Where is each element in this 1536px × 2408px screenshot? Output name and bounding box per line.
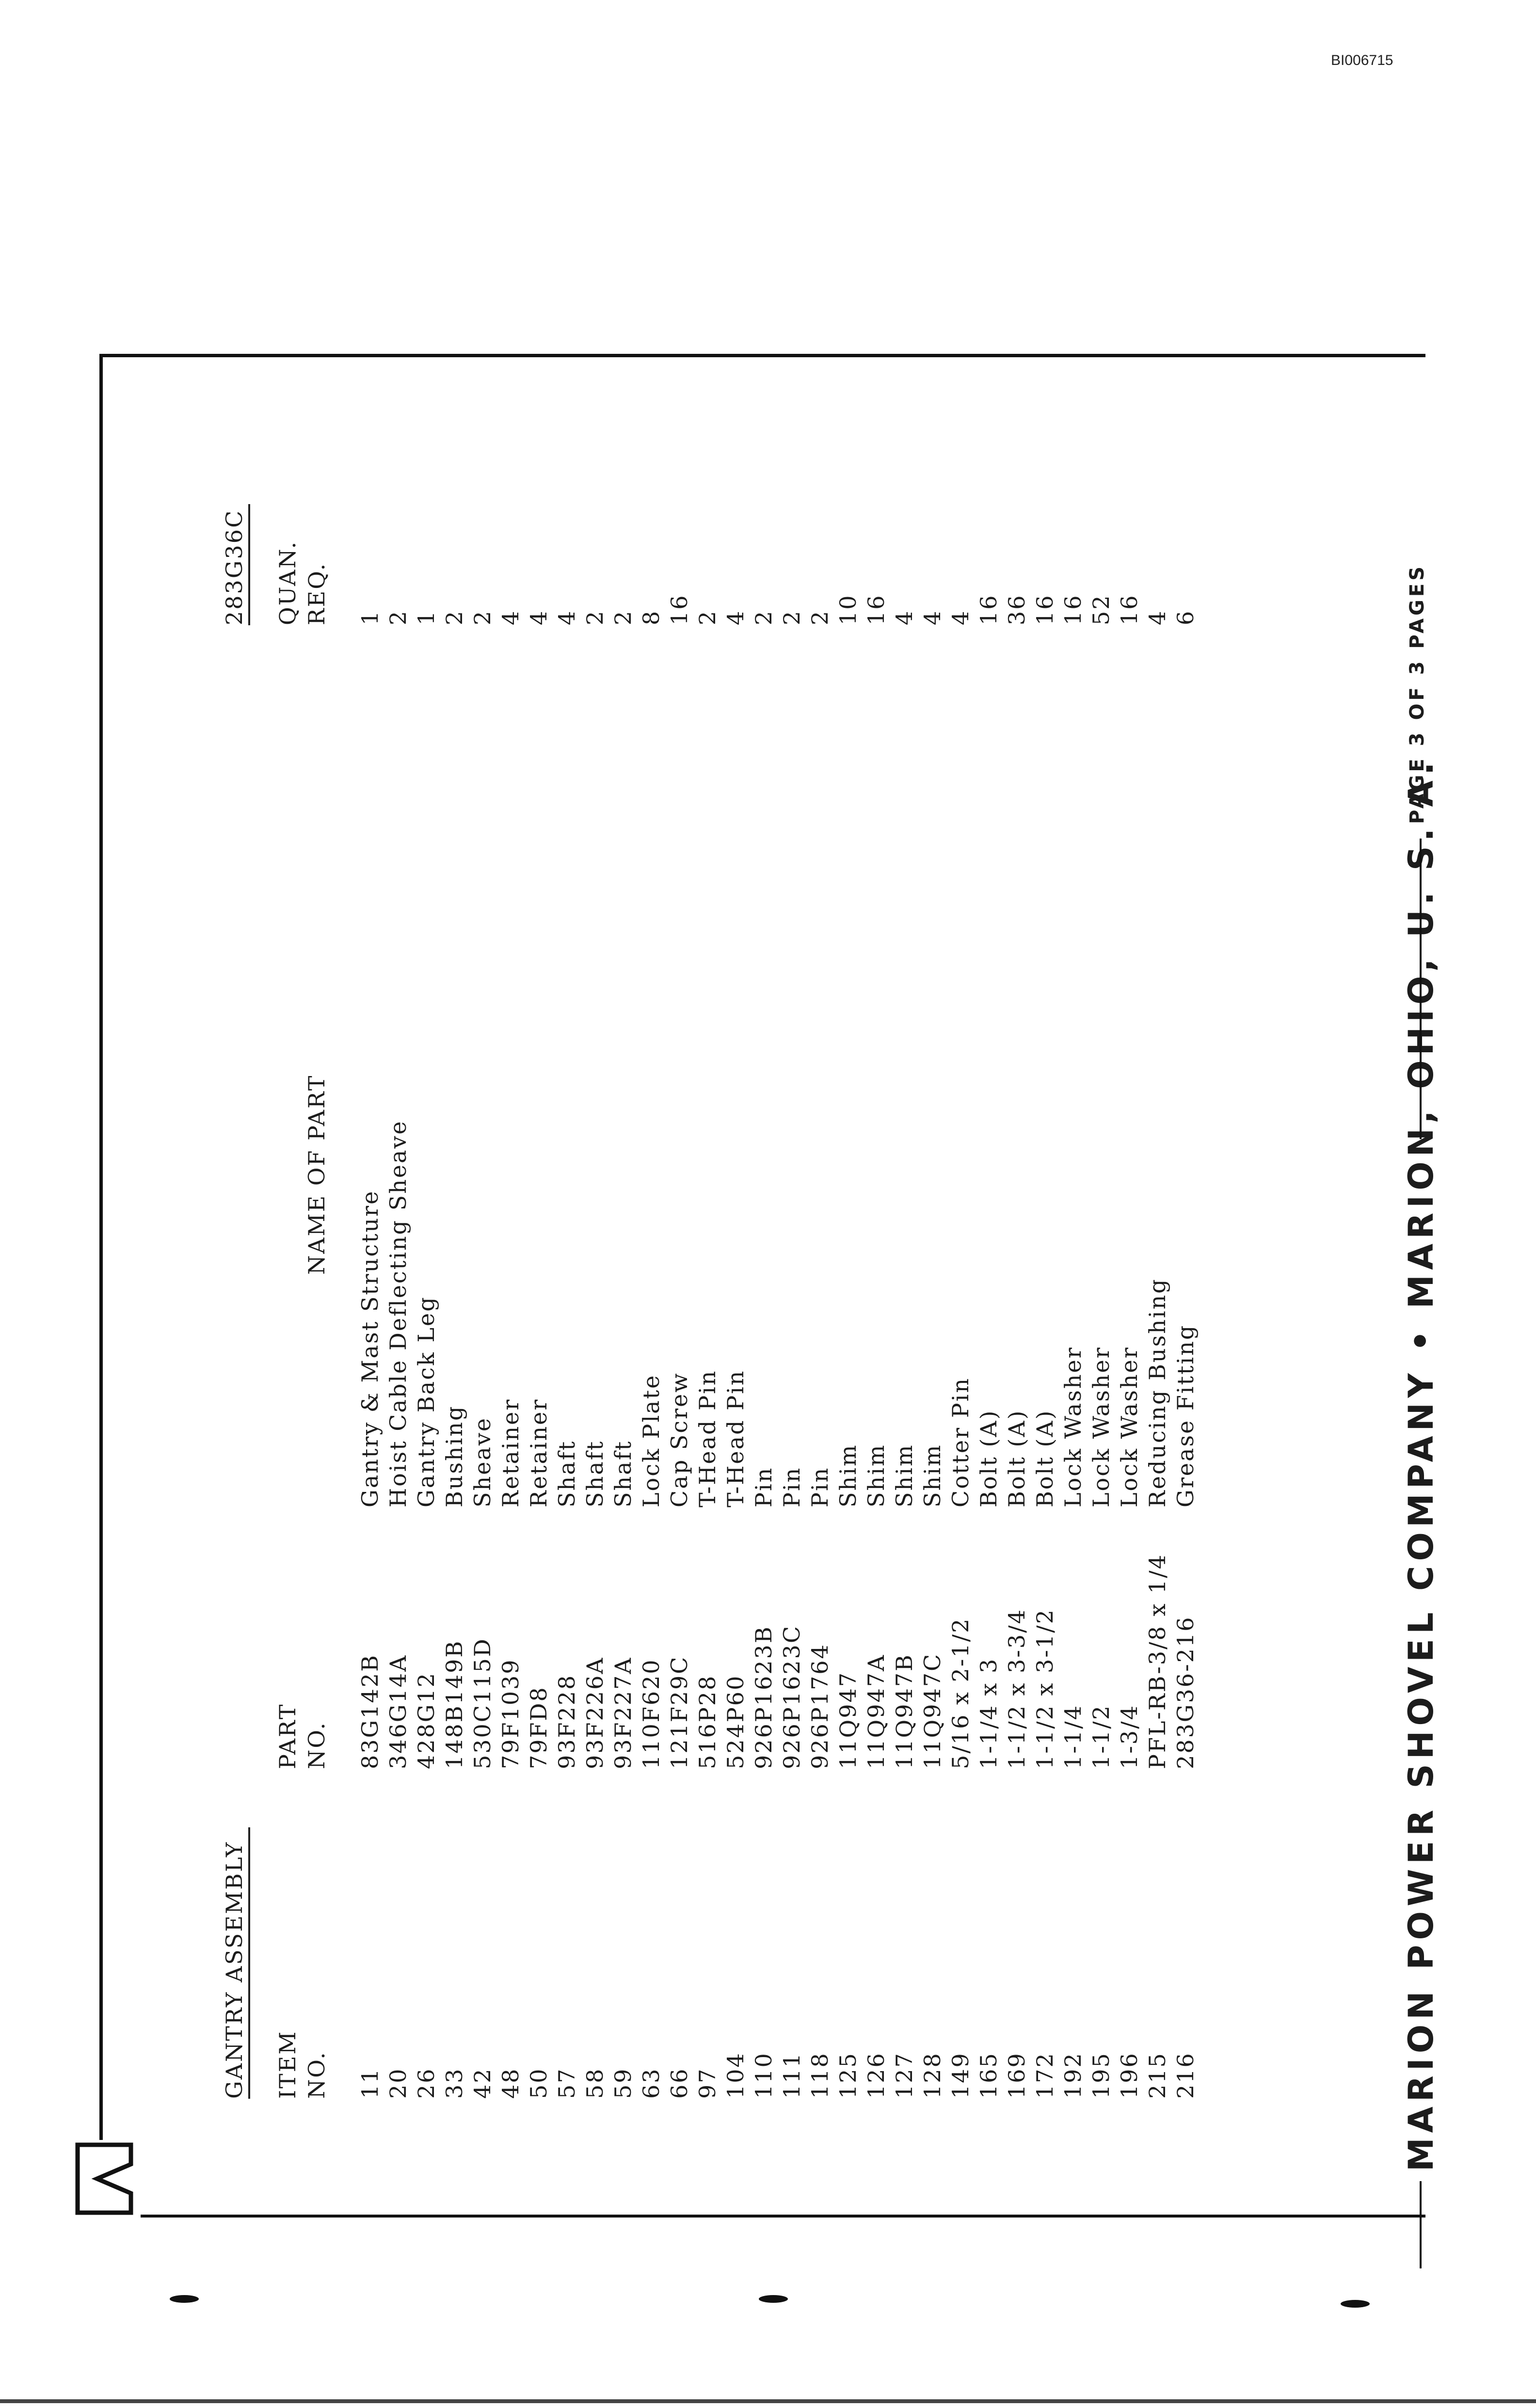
part-number: 283G36-216 <box>1172 1616 1199 1769</box>
part-number: 1-1/2 x 3-1/2 <box>1032 1608 1058 1769</box>
table-row <box>1118 451 1146 2099</box>
part-number: 516P28 <box>694 1674 720 1769</box>
part-number: PFL-RB-3/8 x 1/4 <box>1144 1553 1170 1769</box>
part-name: Shim <box>919 1443 945 1507</box>
header-part-no: NO. <box>304 1721 330 1769</box>
part-name: Lock Washer <box>1116 1346 1142 1507</box>
part-name: Bushing <box>441 1405 467 1507</box>
quantity: 4 <box>919 609 945 625</box>
quantity: 1 <box>357 609 383 625</box>
item-number: 126 <box>863 2052 889 2099</box>
part-name: Pin <box>751 1466 777 1507</box>
item-number: 172 <box>1032 2052 1058 2099</box>
quantity: 16 <box>976 594 1002 625</box>
item-number: 127 <box>891 2052 917 2099</box>
part-name: Lock Plate <box>638 1374 664 1507</box>
part-name: Grease Fitting <box>1172 1324 1199 1507</box>
table-row <box>696 451 724 2099</box>
item-number: 104 <box>722 2052 749 2099</box>
table-row <box>1006 451 1034 2099</box>
part-name: Hoist Cable Deflecting Sheave <box>385 1120 411 1507</box>
scan-mark <box>1341 2300 1370 2308</box>
item-number: 215 <box>1144 2052 1170 2099</box>
assembly-title: GANTRY ASSEMBLY <box>221 1841 247 2099</box>
part-number: 1-1/4 <box>1060 1704 1086 1769</box>
table-row <box>1090 451 1118 2099</box>
quantity: 2 <box>694 609 720 625</box>
table-row <box>724 451 752 2099</box>
item-number: 192 <box>1060 2052 1086 2099</box>
table-row <box>640 451 668 2099</box>
part-name: Cotter Pin <box>947 1377 974 1507</box>
part-number: 926P1623C <box>779 1624 805 1769</box>
table-row <box>865 451 893 2099</box>
header-quantity-req: REQ. <box>304 562 330 625</box>
header-item-no: NO. <box>304 2051 330 2099</box>
part-number: 93F227A <box>610 1656 636 1769</box>
quantity: 4 <box>947 609 974 625</box>
header-name-of-part: NAME OF PART <box>304 1074 330 1275</box>
footer-lead-line <box>1420 2181 1422 2268</box>
part-number: 530C115D <box>469 1637 496 1769</box>
item-number: 58 <box>582 2067 608 2099</box>
marion-logo <box>68 2140 141 2218</box>
part-number: 1-3/4 <box>1116 1704 1142 1769</box>
quantity: 6 <box>1172 609 1199 625</box>
part-name: Bolt (A) <box>1032 1409 1058 1507</box>
header-item: ITEM <box>274 2030 301 2099</box>
table-row <box>1146 451 1174 2099</box>
part-number: 83G142B <box>357 1654 383 1769</box>
item-number: 50 <box>526 2067 552 2099</box>
scan-edge-line <box>0 2399 1536 2403</box>
quantity: 4 <box>497 609 524 625</box>
part-number: 93F226A <box>582 1656 608 1769</box>
part-name: Bolt (A) <box>976 1409 1002 1507</box>
item-number: 169 <box>1004 2052 1030 2099</box>
part-number: 79FD8 <box>526 1686 552 1769</box>
footer-page-line <box>1420 839 1422 1139</box>
table-row <box>921 451 949 2099</box>
part-number: 1-1/4 x 3 <box>976 1657 1002 1769</box>
part-name: Shaft <box>554 1440 580 1507</box>
part-name: Shim <box>835 1443 861 1507</box>
header-quantity: QUAN. <box>274 540 301 625</box>
part-name: Pin <box>807 1466 833 1507</box>
document-id: BI006715 <box>1331 52 1393 68</box>
table-row <box>668 451 696 2099</box>
item-number: 57 <box>554 2067 580 2099</box>
part-name: Lock Washer <box>1088 1346 1114 1507</box>
table-row <box>387 451 415 2099</box>
part-name: Cap Screw <box>666 1372 692 1507</box>
part-number: 11Q947B <box>891 1653 917 1769</box>
quantity: 16 <box>863 594 889 625</box>
company-name: MARION POWER SHOVEL COMPANY • MARION, OHIO, U. S. A. <box>1401 757 1441 2171</box>
part-name: Retainer <box>497 1398 524 1507</box>
part-name: Shaft <box>582 1440 608 1507</box>
quantity: 2 <box>582 609 608 625</box>
item-number: 66 <box>666 2067 692 2099</box>
part-name: Bolt (A) <box>1004 1409 1030 1507</box>
quantity: 2 <box>751 609 777 625</box>
item-number: 11 <box>357 2067 383 2099</box>
item-number: 59 <box>610 2067 636 2099</box>
table-row <box>1062 451 1090 2099</box>
part-number: 1-1/2 <box>1088 1704 1114 1769</box>
table-row <box>893 451 921 2099</box>
item-number: 149 <box>947 2052 974 2099</box>
table-row <box>528 451 556 2099</box>
quantity: 2 <box>441 609 467 625</box>
table-row <box>809 451 837 2099</box>
item-number: 26 <box>413 2067 439 2099</box>
quantity: 2 <box>385 609 411 625</box>
part-name: Retainer <box>526 1398 552 1507</box>
part-name: Shim <box>863 1443 889 1507</box>
part-name: T-Head Pin <box>694 1369 720 1507</box>
table-row <box>415 451 443 2099</box>
drawing-number-underline <box>248 504 250 625</box>
quantity: 1 <box>413 609 439 625</box>
item-number: 42 <box>469 2067 496 2099</box>
part-name: Shim <box>891 1443 917 1507</box>
part-name: Sheave <box>469 1417 496 1507</box>
quantity: 10 <box>835 594 861 625</box>
part-number: 1-1/2 x 3-3/4 <box>1004 1608 1030 1769</box>
header-part: PART <box>274 1703 301 1769</box>
part-number: 93F228 <box>554 1674 580 1769</box>
title-underline <box>248 1827 250 2099</box>
part-number: 110F620 <box>638 1658 664 1769</box>
scan-mark <box>759 2295 788 2303</box>
part-name: Lock Washer <box>1060 1346 1086 1507</box>
quantity: 8 <box>638 609 664 625</box>
table-row <box>1174 451 1202 2099</box>
quantity: 4 <box>554 609 580 625</box>
part-number: 79F1039 <box>497 1658 524 1769</box>
table-row <box>471 451 499 2099</box>
table-row <box>584 451 612 2099</box>
part-name: T-Head Pin <box>722 1369 749 1507</box>
part-number: 926P1764 <box>807 1643 833 1769</box>
item-number: 97 <box>694 2067 720 2099</box>
part-number: 926P1623B <box>751 1625 777 1769</box>
item-number: 216 <box>1172 2052 1199 2099</box>
item-number: 20 <box>385 2067 411 2099</box>
parts-list <box>213 451 1280 2099</box>
quantity: 4 <box>526 609 552 625</box>
item-number: 196 <box>1116 2052 1142 2099</box>
item-number: 125 <box>835 2052 861 2099</box>
table-row <box>1034 451 1062 2099</box>
part-number: 346G14A <box>385 1654 411 1769</box>
table-row <box>443 451 471 2099</box>
part-number: 148B149B <box>441 1639 467 1769</box>
part-number: 428G12 <box>413 1671 439 1769</box>
item-number: 110 <box>751 2052 777 2099</box>
table-row <box>781 451 809 2099</box>
quantity: 2 <box>610 609 636 625</box>
item-number: 63 <box>638 2067 664 2099</box>
quantity: 52 <box>1088 594 1114 625</box>
item-number: 111 <box>779 2052 805 2099</box>
part-number: 524P60 <box>722 1674 749 1769</box>
quantity: 16 <box>1116 594 1142 625</box>
table-row <box>752 451 781 2099</box>
table-row <box>949 451 977 2099</box>
page-number: PAGE 3 OF 3 PAGES <box>1406 563 1428 824</box>
scan-mark <box>170 2295 199 2303</box>
quantity: 36 <box>1004 594 1030 625</box>
table-row <box>556 451 584 2099</box>
table-row <box>837 451 865 2099</box>
part-number: 5/16 x 2-1/2 <box>947 1617 974 1769</box>
quantity: 2 <box>807 609 833 625</box>
item-number: 118 <box>807 2052 833 2099</box>
part-name: Shaft <box>610 1440 636 1507</box>
quantity: 4 <box>722 609 749 625</box>
part-number: 11Q947A <box>863 1653 889 1769</box>
table-row <box>359 451 387 2099</box>
table-row <box>499 451 528 2099</box>
quantity: 4 <box>1144 609 1170 625</box>
quantity: 16 <box>1060 594 1086 625</box>
quantity: 4 <box>891 609 917 625</box>
part-number: 121F29C <box>666 1655 692 1769</box>
quantity: 16 <box>666 594 692 625</box>
part-name: Gantry Back Leg <box>413 1296 439 1507</box>
item-number: 128 <box>919 2052 945 2099</box>
part-name: Reducing Bushing <box>1144 1278 1170 1507</box>
table-row <box>977 451 1006 2099</box>
part-name: Pin <box>779 1466 805 1507</box>
quantity: 2 <box>779 609 805 625</box>
item-number: 48 <box>497 2067 524 2099</box>
item-number: 33 <box>441 2067 467 2099</box>
part-name: Gantry & Mast Structure <box>357 1189 383 1507</box>
part-number: 11Q947 <box>835 1671 861 1769</box>
page-footer <box>1392 330 1450 2171</box>
table-row <box>612 451 640 2099</box>
item-number: 165 <box>976 2052 1002 2099</box>
part-number: 11Q947C <box>919 1652 945 1769</box>
item-number: 195 <box>1088 2052 1114 2099</box>
quantity: 16 <box>1032 594 1058 625</box>
drawing-number: 283G36C <box>221 509 247 625</box>
quantity: 2 <box>469 609 496 625</box>
